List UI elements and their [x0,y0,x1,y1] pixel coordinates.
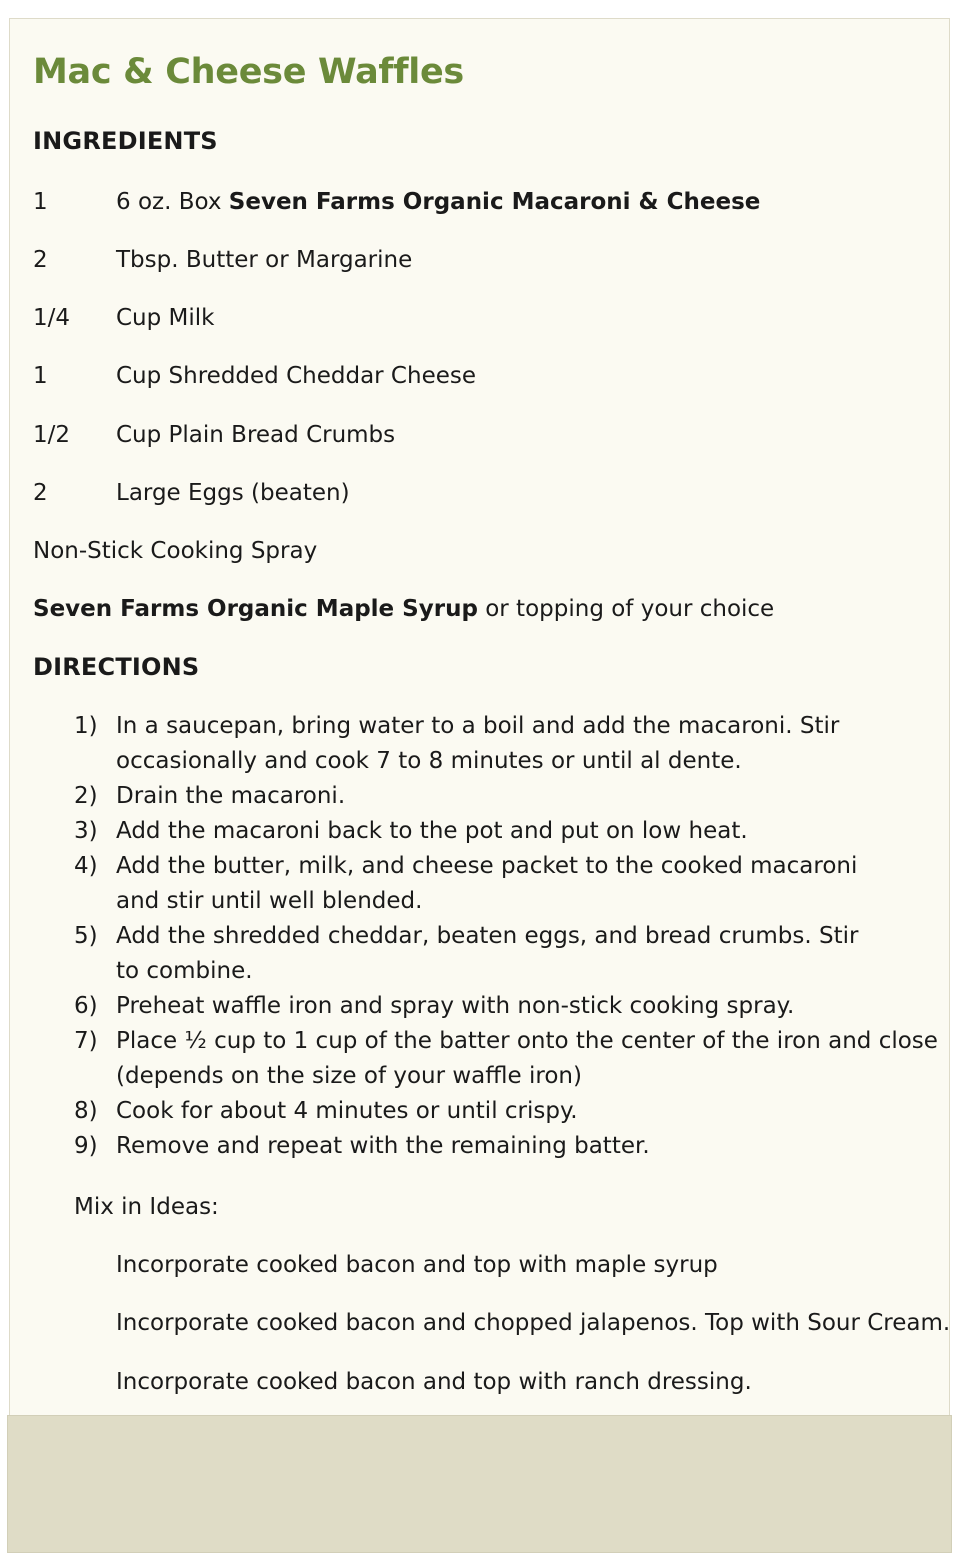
directions-heading: DIRECTIONS [33,653,200,681]
mix-in-idea: Incorporate cooked bacon and top with ranch dressing. [116,1369,752,1395]
direction-step [0,709,960,779]
syrup-brand: Seven Farms Organic Maple Syrup [33,596,478,622]
step-text: occasionally and cook 7 to 8 minutes or until al dente. [116,748,742,774]
footer-band [7,1415,952,1553]
syrup-rest: or topping of your choice [477,596,775,622]
step-number: 8) [74,1098,98,1124]
direction-step [0,919,960,989]
step-text: (depends on the size of your waffle iron) [116,1063,582,1089]
step-text: Cook for about 4 minutes or until crispy. [116,1098,578,1124]
step-text: Add the shredded cheddar, beaten eggs, and bread crumbs. Stir [116,923,859,949]
direction-step [0,1024,960,1094]
syrup-line [33,594,774,624]
mix-in-idea: Incorporate cooked bacon and top with maple syrup [116,1252,718,1278]
cooking-spray-line: Non-Stick Cooking Spray [33,538,318,564]
ingredient-text: Large Eggs (beaten) [116,480,350,506]
step-text: and stir until well blended. [116,888,423,914]
ingredient-text: Tbsp. Butter or Margarine [116,247,413,273]
ingredient-qty: 2 [33,247,48,273]
mix-in-idea: Incorporate cooked bacon and chopped jalapenos. Top with Sour Cream. [116,1310,951,1336]
step-number: 1) [74,713,98,739]
step-number: 4) [74,853,98,879]
step-number: 3) [74,818,98,844]
step-text: In a saucepan, bring water to a boil and add the macaroni. Stir [116,713,840,739]
direction-step [0,1094,960,1129]
ingredient-row [33,361,476,391]
ingredient-qty: 1/4 [33,305,71,331]
step-number: 2) [74,783,98,809]
ingredient-text: Cup Plain Bread Crumbs [116,422,396,448]
step-text: Preheat waffle iron and spray with non-stick cooking spray. [116,993,795,1019]
ingredients-heading: INGREDIENTS [33,127,218,155]
step-text: to combine. [116,958,253,984]
ingredient-text: Cup Shredded Cheddar Cheese [116,363,477,389]
step-number: 7) [74,1028,98,1054]
ingredient-row [33,303,215,333]
recipe-title: Mac & Cheese Waffles [33,52,464,92]
ingredient-row [33,478,350,508]
ingredient-text: 6 oz. Box [116,189,229,215]
ingredient-row [33,420,395,450]
step-text: Remove and repeat with the remaining batter. [116,1133,650,1159]
step-text: Place ½ cup to 1 cup of the batter onto the center of the iron and close [116,1028,938,1054]
step-number: 6) [74,993,98,1019]
step-number: 5) [74,923,98,949]
direction-step [0,814,960,849]
ingredient-qty: 1/2 [33,422,71,448]
step-number: 9) [74,1133,98,1159]
directions-list [0,709,960,1164]
ingredient-qty: 1 [33,363,48,389]
ingredient-row [33,245,412,275]
mix-in-label: Mix in Ideas: [74,1194,219,1220]
ingredient-qty: 1 [33,189,48,215]
ingredient-qty: 2 [33,480,48,506]
step-text: Add the butter, milk, and cheese packet to the cooked macaroni [116,853,858,879]
direction-step [0,1129,960,1164]
direction-step [0,849,960,919]
direction-step [0,779,960,814]
ingredient-brand: Seven Farms Organic Macaroni & Cheese [228,189,761,215]
step-text: Add the macaroni back to the pot and put on low heat. [116,818,748,844]
direction-step [0,989,960,1024]
step-text: Drain the macaroni. [116,783,346,809]
ingredient-row [33,187,760,217]
ingredient-text: Cup Milk [116,305,215,331]
